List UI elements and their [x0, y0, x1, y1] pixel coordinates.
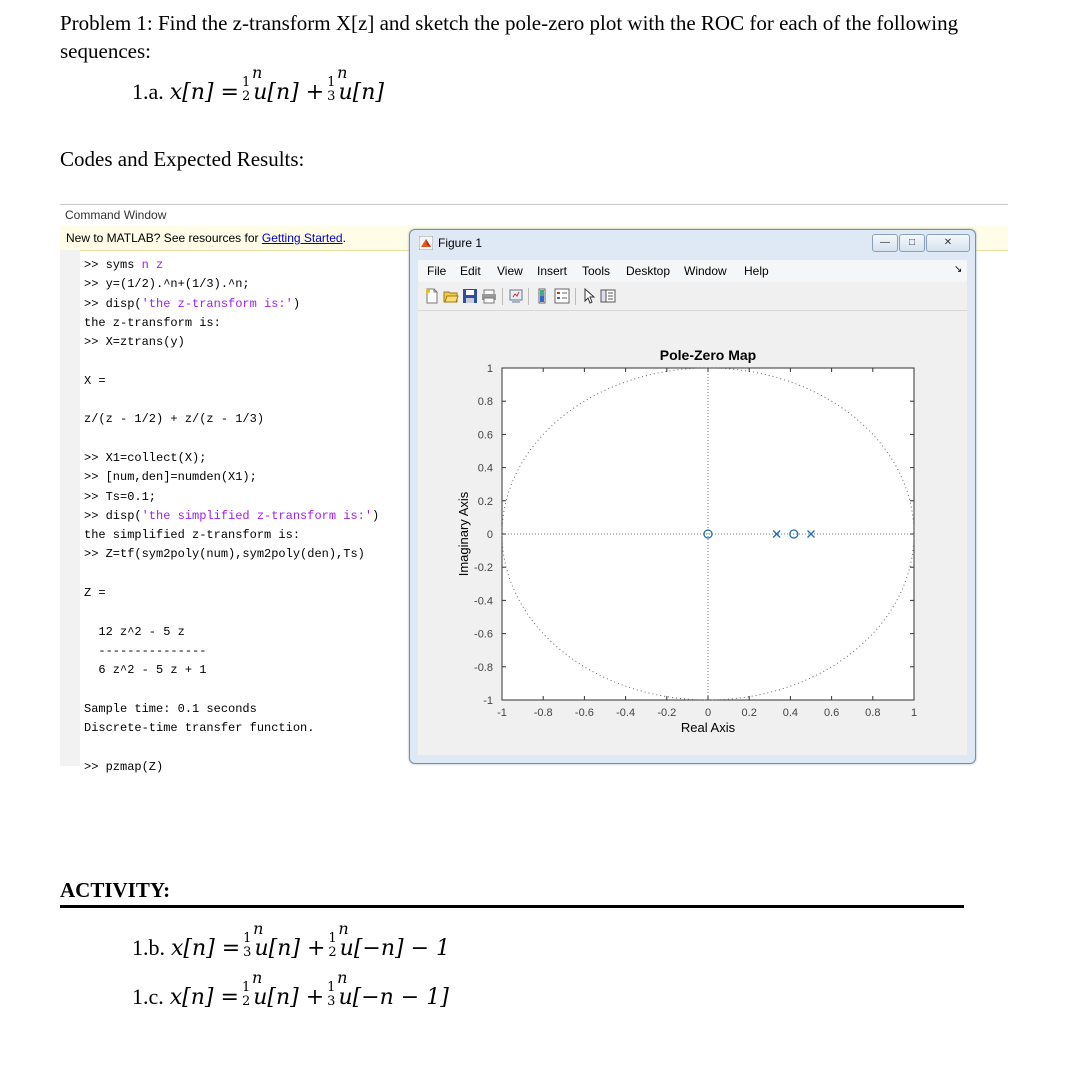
- command-text: Sample time: 0.1 seconds: [84, 701, 257, 716]
- y-tick-label: 0.8: [477, 396, 493, 409]
- fraction-numerator: 1: [327, 75, 336, 90]
- command-line: [84, 738, 379, 757]
- command-line: [84, 545, 379, 564]
- command-line: [84, 372, 379, 391]
- fraction-numerator: 1: [243, 931, 252, 946]
- fraction: [327, 968, 348, 1009]
- menu-file[interactable]: File: [427, 264, 447, 278]
- equation-1c: [132, 968, 449, 1011]
- open-file-icon[interactable]: [443, 288, 459, 304]
- command-text: >> disp(: [84, 296, 142, 311]
- fraction-denominator: 3: [243, 945, 252, 960]
- command-line: [84, 700, 379, 719]
- equation-term: u[n] +: [254, 935, 326, 961]
- command-text: the z-transform is:: [84, 315, 221, 330]
- fraction-exponent: n: [337, 968, 348, 987]
- problem-text-line1: Problem 1: Find the z-transform X[z] and sketch the pole-zero plot with the ROC for each of the following: [60, 11, 959, 35]
- menu-dock-arrow[interactable]: ↘: [954, 264, 963, 275]
- command-text: 6 z^2 - 5 z + 1: [84, 663, 207, 678]
- command-text: z/(z - 1/2) + z/(z - 1/3): [84, 412, 265, 427]
- equation-term: u[n] +: [253, 984, 325, 1010]
- close-button[interactable]: ✕: [926, 234, 970, 252]
- command-line: [84, 352, 379, 371]
- command-text: ): [372, 508, 380, 523]
- fraction: [328, 919, 349, 960]
- command-line: [84, 565, 379, 584]
- command-text: >> X=ztrans(y): [84, 335, 185, 350]
- equation-lhs: x[n] =: [169, 79, 239, 105]
- x-tick-label: -1: [497, 707, 507, 719]
- y-tick-label: -0.6: [474, 628, 493, 641]
- fraction-numerator: 1: [328, 931, 337, 946]
- command-text: X =: [84, 373, 106, 388]
- equation-term: u[n] +: [253, 79, 325, 105]
- fraction-exponent: n: [251, 968, 263, 987]
- command-line: [84, 488, 379, 507]
- fraction-denominator: 2: [241, 994, 251, 1009]
- y-tick-label: -0.4: [474, 595, 493, 608]
- menu-insert[interactable]: Insert: [537, 264, 568, 278]
- equation-1b: [132, 919, 451, 962]
- command-line: [84, 275, 379, 294]
- command-text: the simplified z-transform is:: [84, 528, 301, 543]
- figure-canvas[interactable]: [418, 311, 967, 755]
- chart-title: Pole-Zero Map: [659, 347, 757, 363]
- getting-started-link[interactable]: Getting Started: [261, 231, 343, 245]
- x-tick-label: -0.8: [533, 707, 553, 719]
- fraction-exponent: n: [338, 919, 349, 938]
- x-tick-label: -0.4: [616, 707, 636, 719]
- toolbar-separator: [502, 288, 503, 305]
- fraction-denominator: 3: [327, 89, 336, 104]
- command-text: Discrete-time transfer function.: [84, 721, 315, 736]
- command-line: [84, 391, 379, 410]
- fraction-numerator: 1: [241, 980, 251, 995]
- y-tick-label: 0: [486, 529, 493, 541]
- x-tick-label: 0.6: [823, 707, 840, 719]
- command-line: [84, 623, 379, 642]
- fraction-denominator: 2: [328, 945, 337, 960]
- fraction-exponent: n: [251, 63, 263, 82]
- legend-icon[interactable]: [554, 288, 570, 304]
- command-line: [84, 603, 379, 622]
- fraction-numerator: 1: [241, 75, 251, 90]
- matlab-logo-icon: [419, 236, 433, 250]
- activity-title: ACTIVITY:: [60, 878, 171, 902]
- command-line: [84, 410, 379, 429]
- toolbar-separator: [528, 288, 529, 305]
- equation-term: u[n]: [338, 79, 384, 105]
- menu-view[interactable]: View: [497, 264, 523, 278]
- toolbar-separator: [575, 288, 576, 305]
- x-tick-label: -0.2: [657, 707, 677, 719]
- x-tick-label: 0.2: [741, 707, 757, 719]
- save-icon[interactable]: [462, 288, 478, 304]
- command-window-title-bar: [60, 204, 1008, 228]
- command-line: [84, 584, 379, 603]
- minimize-button[interactable]: —: [872, 234, 898, 252]
- command-window-title: Command Window: [65, 208, 167, 222]
- command-text: >> pzmap(Z): [84, 759, 164, 774]
- print-icon[interactable]: [481, 288, 497, 304]
- command-line: [84, 333, 379, 352]
- command-text: >> syms: [84, 258, 142, 272]
- command-line: [84, 507, 379, 526]
- link-plot-icon[interactable]: [508, 288, 524, 304]
- equation-label: 1.c.: [132, 984, 164, 1009]
- command-text: ): [292, 296, 301, 311]
- command-line: [84, 430, 379, 449]
- x-axis-label: Real Axis: [680, 720, 736, 735]
- new-figure-icon[interactable]: [424, 288, 440, 304]
- command-line: [84, 449, 379, 468]
- command-text: >> Ts=0.1;: [84, 489, 157, 504]
- equation-lhs: x[n] =: [171, 935, 241, 961]
- figure-window[interactable]: [409, 229, 976, 764]
- equation-label: 1.a.: [132, 79, 164, 104]
- command-line: [84, 719, 379, 738]
- menu-help[interactable]: Help: [744, 264, 769, 278]
- y-tick-label: -0.8: [474, 661, 493, 674]
- equation-term: u[−n − 1]: [338, 984, 449, 1010]
- y-tick-label: -0.2: [474, 562, 493, 575]
- command-text: >> [num,den]=numden(X1);: [84, 470, 257, 485]
- y-tick-label: 1: [486, 363, 493, 375]
- equation-lhs: x[n] =: [169, 984, 239, 1010]
- pole-zero-plot[interactable]: [418, 311, 967, 755]
- fraction-denominator: 2: [241, 89, 251, 104]
- command-text: ---------------: [84, 643, 207, 658]
- command-text: >> disp(: [84, 508, 142, 523]
- command-text: >> Z=tf(sym2poly(num),sym2poly(den),Ts): [84, 547, 365, 562]
- codes-heading: Codes and Expected Results:: [60, 147, 305, 171]
- figure-menubar: [418, 260, 967, 282]
- pointer-arrow-icon[interactable]: [581, 288, 597, 304]
- equation-1a: [132, 63, 384, 106]
- command-text: 12 z^2 - 5 z: [84, 624, 185, 639]
- x-tick-label: 1: [910, 707, 918, 719]
- fraction-exponent: n: [253, 919, 264, 938]
- command-line: [84, 661, 379, 680]
- menu-tools[interactable]: Tools: [582, 264, 611, 278]
- x-tick-label: 0.4: [782, 707, 799, 719]
- command-string-literal: 'the z-transform is:': [141, 296, 293, 311]
- command-window-output[interactable]: [84, 256, 379, 777]
- menu-edit[interactable]: Edit: [460, 264, 481, 278]
- fraction: [327, 63, 348, 104]
- property-editor-icon[interactable]: [600, 288, 616, 304]
- command-line: [84, 256, 379, 275]
- y-tick-label: 0.4: [477, 462, 493, 475]
- command-line: [84, 295, 379, 314]
- x-tick-label: -0.6: [574, 707, 594, 719]
- command-window-gutter: [60, 250, 80, 766]
- command-string-literal: n z: [141, 258, 164, 272]
- equation-term: u[−n] − 1: [339, 935, 451, 961]
- colorbar-icon[interactable]: [534, 288, 550, 304]
- command-line: [84, 314, 379, 333]
- x-tick-label: 0: [704, 707, 712, 719]
- maximize-button[interactable]: □: [899, 234, 925, 252]
- equation-label: 1.b.: [132, 935, 165, 960]
- command-text: >> y=(1/2).^n+(1/3).^n;: [84, 277, 250, 292]
- command-line: [84, 642, 379, 661]
- y-tick-label: 0.6: [477, 429, 493, 442]
- y-tick-label: -1: [483, 695, 493, 707]
- y-tick-label: 0.2: [477, 495, 493, 508]
- command-text: Z =: [84, 586, 106, 601]
- fraction: [243, 919, 264, 960]
- fraction-denominator: 3: [327, 994, 336, 1009]
- command-text: >> X1=collect(X);: [84, 450, 207, 465]
- command-line: [84, 681, 379, 700]
- fraction-exponent: n: [337, 63, 348, 82]
- command-line: [84, 468, 379, 487]
- menu-desktop[interactable]: Desktop: [626, 264, 671, 278]
- problem-text-line2: sequences:: [60, 39, 151, 63]
- command-line: [84, 526, 379, 545]
- y-axis-label: Imaginary Axis: [456, 491, 471, 577]
- fraction: [241, 968, 263, 1009]
- fraction-numerator: 1: [327, 980, 336, 995]
- fraction: [241, 63, 263, 104]
- command-string-literal: 'the simplified z-transform is:': [141, 508, 373, 523]
- menu-window[interactable]: Window: [684, 264, 727, 278]
- x-tick-label: 0.8: [865, 707, 881, 719]
- activity-divider: [60, 905, 964, 908]
- figure-title: Figure 1: [438, 236, 483, 250]
- banner-text: New to MATLAB? See resources for Getting Started.: [66, 231, 346, 245]
- figure-title-bar[interactable]: [410, 230, 975, 256]
- figure-toolbar: [418, 282, 967, 311]
- command-line: [84, 758, 379, 777]
